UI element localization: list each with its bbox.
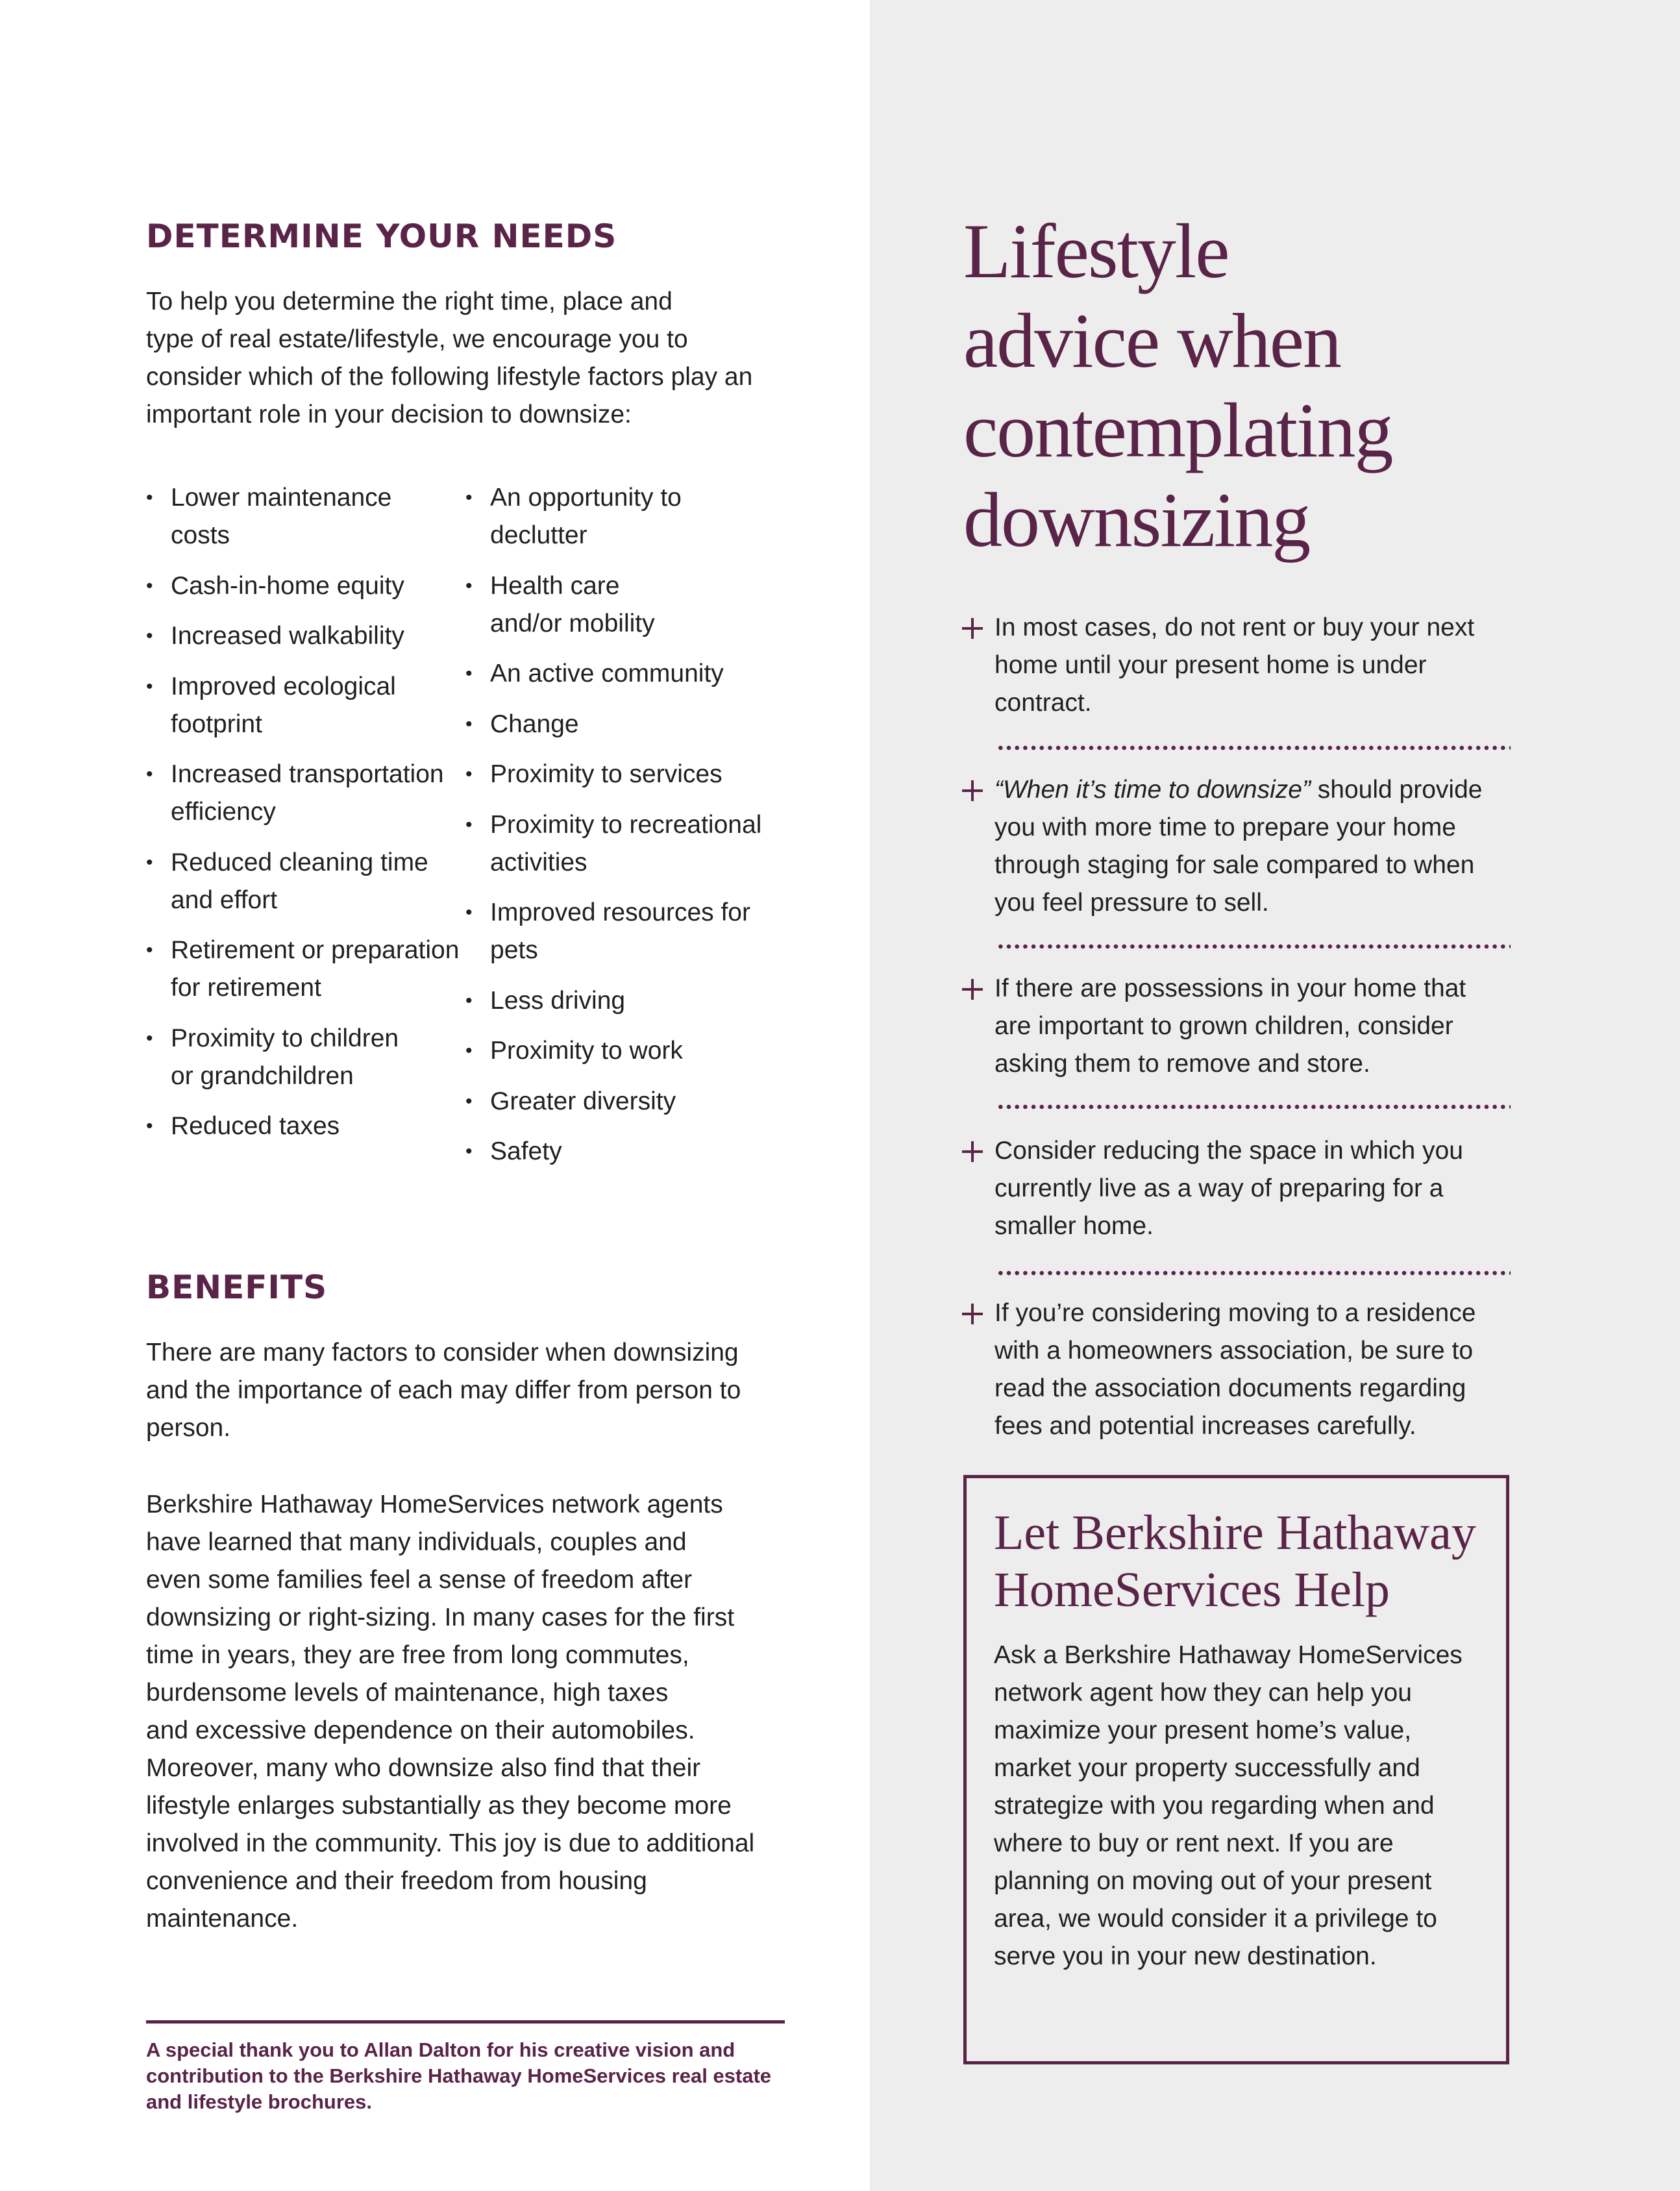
plus-icon xyxy=(962,780,983,801)
benefits-heading: BENEFITS xyxy=(146,1269,328,1306)
lifestyle-factor-text: Greater diversity xyxy=(490,1087,676,1115)
bullet-icon: • xyxy=(146,939,153,961)
benefits-p1-line: person. xyxy=(146,1414,231,1442)
needs-intro-line: consider which of the following lifestyle factors play an xyxy=(146,363,753,391)
dotted-separator xyxy=(996,745,1511,750)
sidebar-title-line: downsizing xyxy=(963,477,1310,563)
bullet-icon: • xyxy=(146,1115,153,1137)
benefits-p2-line: have learned that many individuals, couples and xyxy=(146,1528,687,1556)
needs-heading: DETERMINE YOUR NEEDS xyxy=(146,217,617,255)
tip-line: are important to grown children, consider xyxy=(994,1012,1453,1040)
lifestyle-factor-text: pets xyxy=(490,936,538,964)
bullet-icon: • xyxy=(146,487,153,508)
tip-line: you feel pressure to sell. xyxy=(994,889,1269,917)
benefits-p2-line: lifestyle enlarges substantially as they become more xyxy=(146,1792,732,1820)
bullet-icon: • xyxy=(465,902,473,923)
tip-line: home until your present home is under xyxy=(994,651,1427,679)
bullet-icon: • xyxy=(465,487,473,508)
help-body-line: serve you in your new destination. xyxy=(994,1942,1377,1970)
help-callout-body xyxy=(994,1637,1463,1975)
dotted-separator xyxy=(996,1104,1511,1109)
plus-icon xyxy=(962,618,983,639)
footer-divider xyxy=(146,2020,785,2024)
tip-line: fees and potential increases carefully. xyxy=(994,1412,1416,1440)
lifestyle-factor-text: Safety xyxy=(490,1137,562,1165)
tip-line: smaller home. xyxy=(994,1212,1154,1240)
lifestyle-factor-item xyxy=(465,706,803,743)
lifestyle-factor-item xyxy=(465,982,803,1020)
tip-item xyxy=(962,1294,1514,1445)
bullet-icon: • xyxy=(465,813,473,836)
lifestyle-factor-item xyxy=(465,894,803,969)
bullet-icon: • xyxy=(146,1027,153,1049)
lifestyle-factor-text: efficiency xyxy=(171,798,276,826)
tip-line: Consider reducing the space in which you xyxy=(994,1137,1463,1165)
tip-line: you with more time to prepare your home xyxy=(994,813,1456,841)
benefits-p2-line: Berkshire Hathaway HomeServices network agents xyxy=(146,1491,723,1518)
plus-icon xyxy=(962,1141,983,1162)
tip-line: In most cases, do not rent or buy your next xyxy=(994,613,1475,641)
tip-line: currently live as a way of preparing for a xyxy=(994,1174,1444,1202)
lifestyle-factor-item xyxy=(146,479,458,554)
lifestyle-factor-text: footprint xyxy=(171,710,262,738)
lifestyle-factor-item xyxy=(465,806,803,882)
lifestyle-factor-text: Increased walkability xyxy=(171,622,404,650)
dotted-separator xyxy=(996,1270,1511,1276)
lifestyle-factor-item xyxy=(146,932,458,1007)
tip-line: If there are possessions in your home that xyxy=(994,974,1466,1002)
tip-line: should provide xyxy=(1310,776,1483,804)
lifestyle-factor-text: and effort xyxy=(171,885,278,914)
benefits-p2-line: and excessive dependence on their automobiles. xyxy=(146,1716,695,1744)
bullet-icon: • xyxy=(146,575,153,597)
lifestyle-factor-item xyxy=(146,844,458,919)
benefits-p2-line: convenience and their freedom from housing xyxy=(146,1867,647,1895)
lifestyle-factor-item xyxy=(465,1083,803,1120)
lifestyle-factor-text: Proximity to work xyxy=(490,1037,683,1065)
bullet-icon: • xyxy=(465,575,473,597)
lifestyle-factor-text: Proximity to services xyxy=(490,760,723,788)
lifestyle-factor-text: activities xyxy=(490,848,587,876)
lifestyle-factor-text: or grandchildren xyxy=(171,1061,354,1090)
help-title-line: HomeServices Help xyxy=(994,1563,1390,1617)
needs-intro-line: type of real estate/lifestyle, we encourage you to xyxy=(146,325,688,353)
benefits-paragraph-2 xyxy=(146,1486,795,1938)
tip-line: If you’re considering moving to a residence xyxy=(994,1299,1476,1327)
tip-item xyxy=(962,1132,1514,1245)
lifestyle-factor-text: Reduced cleaning time xyxy=(171,848,428,876)
lifestyle-factor-text: Reduced taxes xyxy=(171,1112,340,1140)
tip-item xyxy=(962,970,1514,1083)
benefits-p2-line: burdensome levels of maintenance, high taxes xyxy=(146,1679,669,1707)
acknowledgement-line: contribution to the Berkshire Hathaway HomeServices real estate xyxy=(146,2064,772,2087)
lifestyle-factor-item xyxy=(465,567,803,643)
lifestyle-factor-text: Retirement or preparation xyxy=(171,936,460,964)
lifestyle-factor-text: costs xyxy=(171,521,230,549)
lifestyle-factor-text: Lower maintenance xyxy=(171,484,392,512)
needs-intro-line: important role in your decision to downsize: xyxy=(146,401,632,428)
lifestyle-factor-item xyxy=(465,479,803,554)
lifestyle-factor-text: and/or mobility xyxy=(490,609,655,637)
lifestyle-factors-list-right xyxy=(465,479,803,1183)
lifestyle-factor-text: for retirement xyxy=(171,974,321,1002)
lifestyle-factor-item xyxy=(146,756,458,831)
lifestyle-factor-item xyxy=(146,567,458,605)
bullet-icon: • xyxy=(146,675,153,697)
bullet-icon: • xyxy=(146,851,153,873)
lifestyle-factor-text: Improved ecological xyxy=(171,672,396,700)
acknowledgement-line: and lifestyle brochures. xyxy=(146,2090,372,2113)
lifestyle-factor-text: Less driving xyxy=(490,986,626,1015)
help-callout-box xyxy=(963,1475,1509,2064)
lifestyle-factor-text: Health care xyxy=(490,571,620,600)
help-body-line: market your property successfully and xyxy=(994,1754,1420,1782)
help-body-line: where to buy or rent next. If you are xyxy=(994,1829,1394,1857)
lifestyle-factor-item xyxy=(465,655,803,693)
benefits-p2-line: maintenance. xyxy=(146,1905,299,1933)
dotted-separator xyxy=(996,944,1511,949)
benefits-p2-line: even some families feel a sense of freedom after xyxy=(146,1566,693,1594)
needs-intro xyxy=(146,283,795,434)
bullet-icon: • xyxy=(465,1141,473,1162)
tip-line: read the association documents regarding xyxy=(994,1374,1466,1402)
lifestyle-factor-item xyxy=(146,1108,458,1145)
lifestyle-factor-text: Proximity to recreational xyxy=(490,810,762,839)
lifestyle-factor-text: An opportunity to xyxy=(490,484,682,512)
tip-line: contract. xyxy=(994,689,1092,717)
sidebar-title-line: Lifestyle xyxy=(963,208,1229,294)
tip-line: asking them to remove and store. xyxy=(994,1050,1370,1078)
tip-line: through staging for sale compared to when xyxy=(994,851,1475,879)
benefits-p2-line: involved in the community. This joy is due to additional xyxy=(146,1829,755,1857)
plus-icon xyxy=(962,1304,983,1324)
bullet-icon: • xyxy=(146,763,153,785)
tip-italic-quote: “When it’s time to downsize” xyxy=(994,776,1311,804)
help-body-line: Ask a Berkshire Hathaway HomeServices xyxy=(994,1641,1463,1669)
bullet-icon: • xyxy=(465,663,473,684)
plus-icon xyxy=(962,979,983,1000)
bullet-icon: • xyxy=(465,1090,473,1112)
sidebar-title xyxy=(963,206,1392,565)
tip-item xyxy=(962,771,1514,922)
bullet-icon: • xyxy=(465,989,473,1011)
lifestyle-factor-item xyxy=(465,1032,803,1070)
lifestyle-factor-text: declutter xyxy=(490,521,587,549)
lifestyle-factor-item xyxy=(465,756,803,793)
lifestyle-factor-item xyxy=(146,668,458,743)
acknowledgement-line: A special thank you to Allan Dalton for his creative vision and xyxy=(146,2038,735,2061)
bullet-icon: • xyxy=(465,713,473,735)
bullet-icon: • xyxy=(465,1040,473,1061)
help-body-line: area, we would consider it a privilege to xyxy=(994,1905,1437,1933)
lifestyle-factor-text: Cash-in-home equity xyxy=(171,571,404,600)
help-title-line: Let Berkshire Hathaway xyxy=(994,1505,1476,1560)
lifestyle-factor-item xyxy=(146,617,458,655)
lifestyle-factor-text: Improved resources for xyxy=(490,898,750,926)
benefits-paragraph-1 xyxy=(146,1334,795,1447)
bullet-icon: • xyxy=(146,625,153,647)
benefits-p1-line: and the importance of each may differ from person to xyxy=(146,1376,741,1404)
lifestyle-factor-text: Increased transportation xyxy=(171,760,444,788)
help-body-line: network agent how they can help you xyxy=(994,1679,1412,1707)
bullet-icon: • xyxy=(465,763,473,785)
sidebar-title-line: advice when xyxy=(963,297,1341,384)
help-body-line: maximize your present home’s value, xyxy=(994,1716,1412,1744)
sidebar-title-line: contemplating xyxy=(963,387,1392,473)
lifestyle-factor-text: An active community xyxy=(490,660,724,687)
benefits-p2-line: Moreover, many who downsize also find that their xyxy=(146,1754,701,1782)
help-body-line: planning on moving out of your present xyxy=(994,1867,1432,1895)
acknowledgement-note xyxy=(146,2037,795,2115)
help-body-line: strategize with you regarding when and xyxy=(994,1792,1435,1820)
lifestyle-factor-item xyxy=(465,1133,803,1170)
lifestyle-factors-list-left xyxy=(146,479,458,1158)
tip-item xyxy=(962,609,1514,722)
benefits-p1-line: There are many factors to consider when downsizing xyxy=(146,1339,739,1367)
lifestyle-factor-item xyxy=(146,1020,458,1095)
lifestyle-factor-text: Proximity to children xyxy=(171,1024,399,1052)
needs-intro-line: To help you determine the right time, place and xyxy=(146,288,673,316)
benefits-p2-line: downsizing or right-sizing. In many cases for the first xyxy=(146,1603,735,1631)
tip-line: with a homeowners association, be sure to xyxy=(994,1337,1474,1365)
help-callout-title xyxy=(994,1504,1476,1618)
benefits-p2-line: time in years, they are free from long commutes, xyxy=(146,1641,689,1669)
lifestyle-factor-text: Change xyxy=(490,710,579,738)
